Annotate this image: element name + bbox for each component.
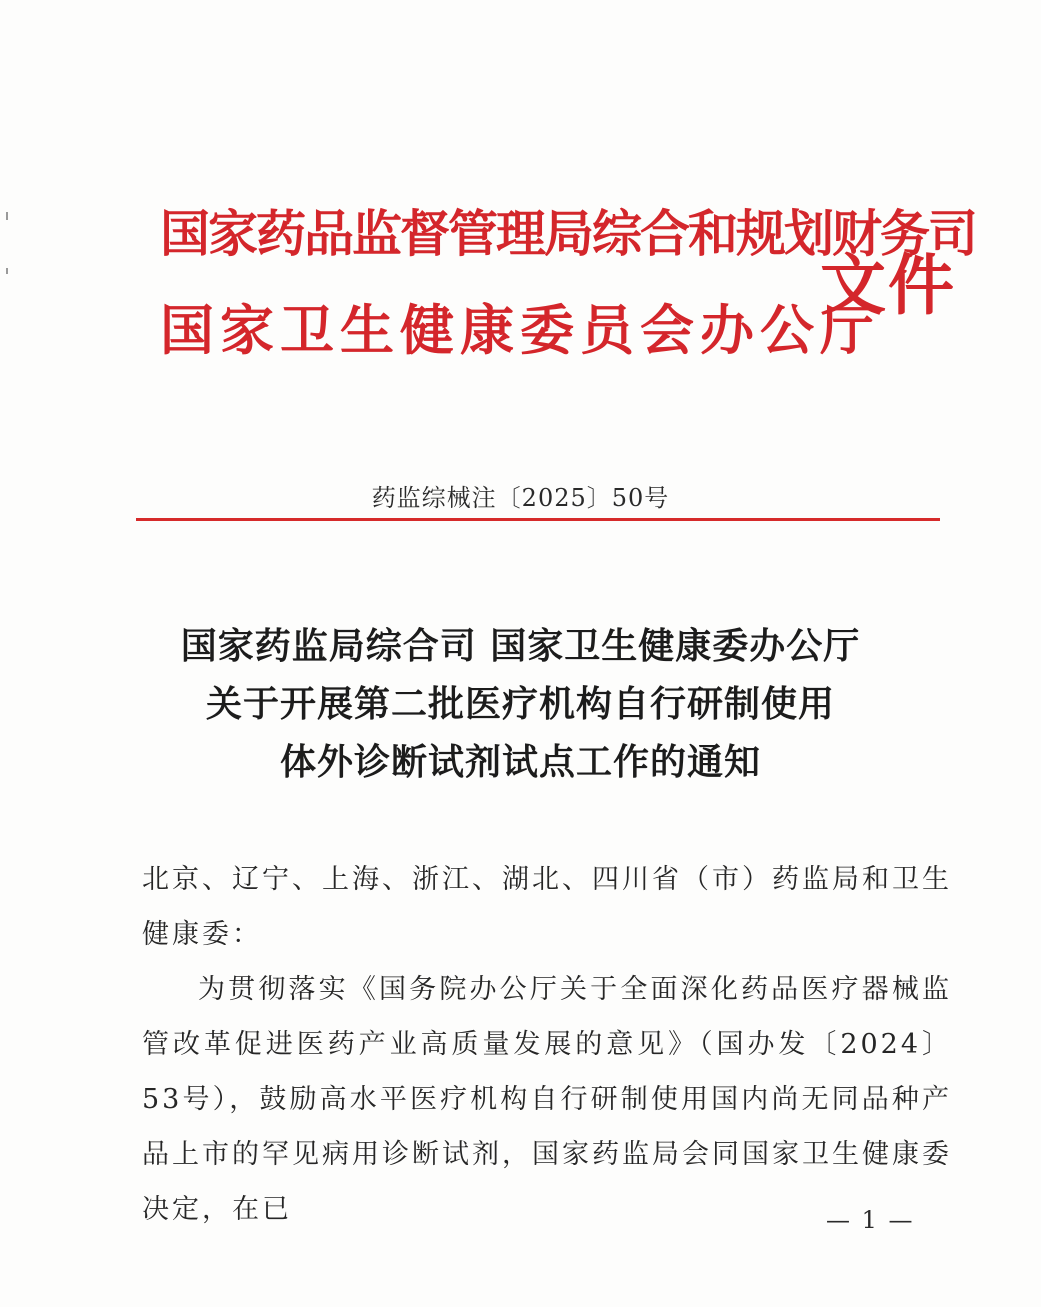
scan-artifact bbox=[6, 212, 8, 220]
document-number: 药监综械注〔2025〕50号 bbox=[371, 484, 670, 512]
page-number: — 1 — bbox=[826, 1206, 915, 1234]
title-line-1: 国家药监局综合司 国家卫生健康委办公厅 bbox=[180, 626, 861, 667]
red-separator-line bbox=[136, 518, 940, 521]
document-title bbox=[0, 618, 1041, 792]
document-type-label: 文件 bbox=[820, 246, 956, 324]
title-line-3: 体外诊断试剂试点工作的通知 bbox=[279, 742, 761, 783]
addressee-paragraph: 北京、辽宁、上海、浙江、湖北、四川省（市）药监局和卫生健康委： bbox=[142, 864, 952, 950]
issuing-organs-header bbox=[160, 180, 976, 370]
scan-artifact bbox=[6, 268, 8, 274]
issuer-line-2: 国家卫生健康委员会办公厅 bbox=[160, 298, 880, 362]
document-body bbox=[142, 852, 952, 1237]
title-line-2: 关于开展第二批医疗机构自行研制使用 bbox=[205, 684, 835, 725]
issuer-line-1: 国家药品监督管理局综合和规划财务司 bbox=[160, 204, 976, 263]
body-paragraph-1: 为贯彻落实《国务院办公厅关于全面深化药品医疗器械监管改革促进医药产业高质量发展的意见》（国办发〔2024〕53号），鼓励高水平医疗机构自行研制使用国内尚无同品种产品上市的罕见病用诊断试剂，国家药监局会同国家卫生健康委决定，在已 bbox=[142, 974, 952, 1225]
